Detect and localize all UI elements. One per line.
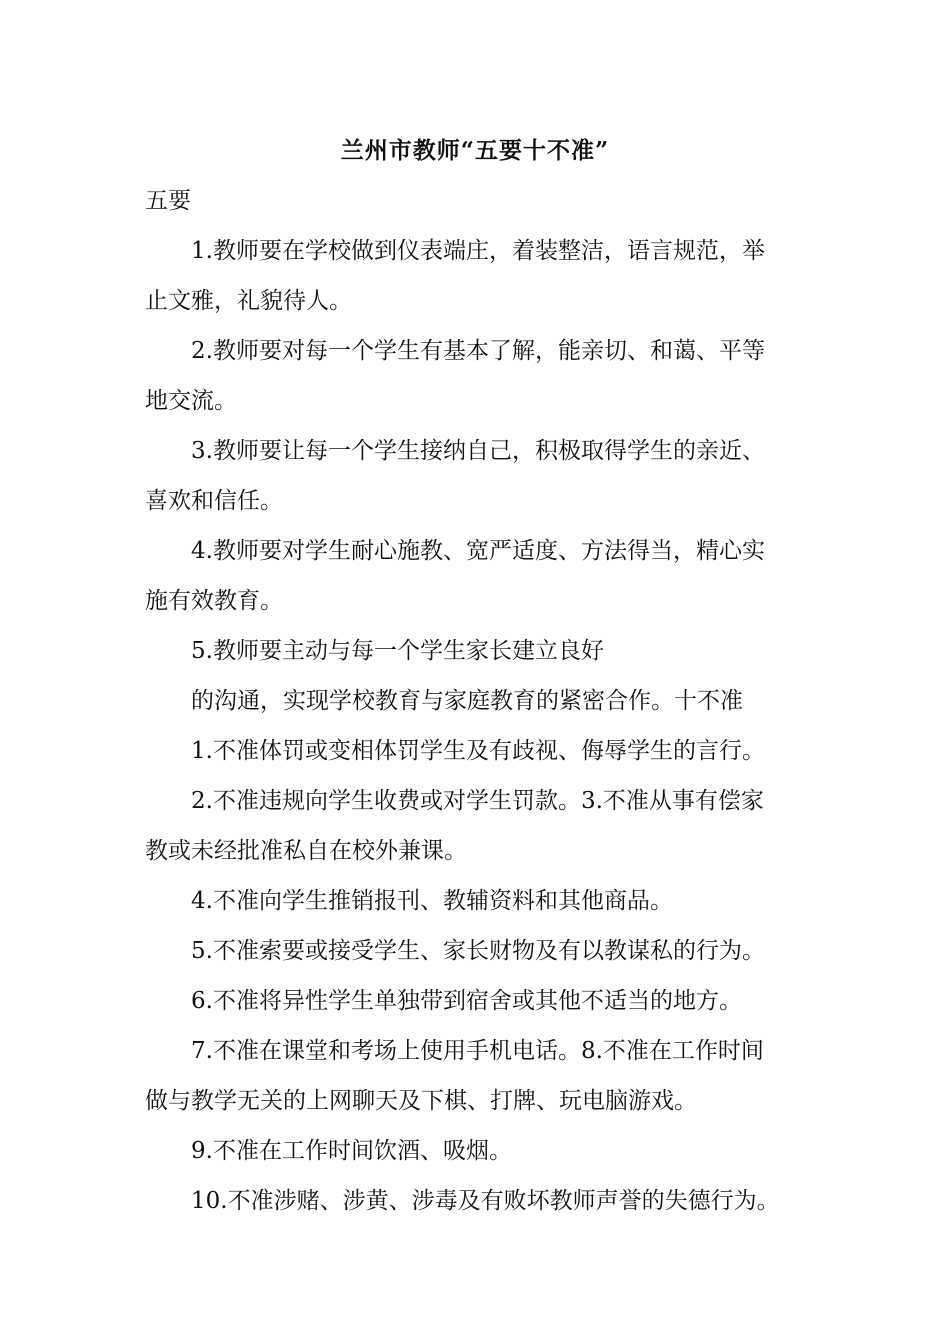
- prohibition-1-line: 1.不准体罚或变相体罚学生及有歧视、侮辱学生的言行。: [191, 738, 765, 764]
- requirement-2-line-2: 地交流。: [145, 388, 237, 414]
- document-title: 兰州市教师“五要十不准”: [340, 137, 610, 164]
- requirement-5-line-1: 5.教师要主动与每一个学生家长建立良好: [191, 638, 604, 664]
- requirement-3-line-1: 3.教师要让每一个学生接纳自己，积极取得学生的亲近、: [191, 438, 765, 464]
- prohibition-8-line-2: 做与教学无关的上网聊天及下棋、打牌、玩电脑游戏。: [145, 1088, 697, 1114]
- requirement-2-line-1: 2.教师要对每一个学生有基本了解，能亲切、和蔼、平等: [191, 338, 765, 364]
- prohibition-3-line-2: 教或未经批准私自在校外兼课。: [145, 838, 467, 864]
- requirement-4-line-2: 施有效教育。: [145, 588, 283, 614]
- prohibition-2-3-line-1: 2.不准违规向学生收费或对学生罚款。3.不准从事有偿家: [191, 788, 764, 814]
- requirement-1-line-2: 止文雅，礼貌待人。: [145, 288, 352, 314]
- prohibition-9-line: 9.不准在工作时间饮酒、吸烟。: [191, 1138, 512, 1164]
- prohibition-6-line: 6.不准将异性学生单独带到宿舍或其他不适当的地方。: [191, 988, 742, 1014]
- prohibition-7-8-line-1: 7.不准在课堂和考场上使用手机电话。8.不准在工作时间: [191, 1038, 764, 1064]
- prohibition-5-line: 5.不准索要或接受学生、家长财物及有以教谋私的行为。: [191, 938, 765, 964]
- requirement-1-line-1: 1.教师要在学校做到仪表端庄，着装整洁，语言规范，举: [191, 238, 765, 264]
- prohibition-4-line: 4.不准向学生推销报刊、教辅资料和其他商品。: [191, 888, 673, 914]
- requirement-3-line-2: 喜欢和信任。: [145, 488, 283, 514]
- requirement-4-line-1: 4.教师要对学生耐心施教、宽严适度、方法得当，精心实: [191, 538, 765, 564]
- section-heading-five-requirements: 五要: [145, 188, 191, 214]
- requirement-5-line-2: 的沟通，实现学校教育与家庭教育的紧密合作。十不准: [191, 688, 743, 714]
- prohibition-10-line: 10.不准涉赌、涉黄、涉毒及有败坏教师声誉的失德行为。: [191, 1188, 780, 1214]
